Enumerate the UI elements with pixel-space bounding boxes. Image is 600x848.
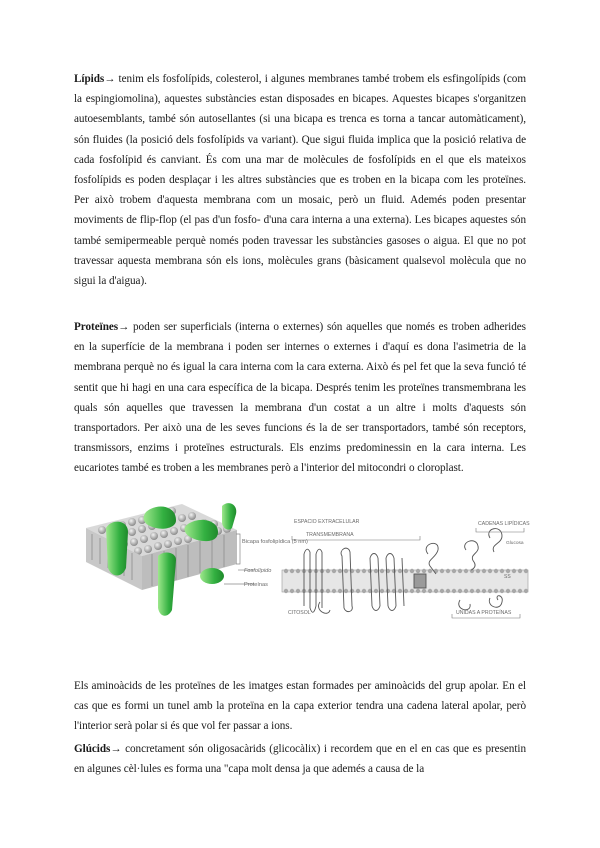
proteins-paragraph [74,317,526,479]
label-cadenas-lipidicas: CADENAS LIPÍDICAS [478,521,530,527]
label-espacio-extracelular: ESPACIO EXTRACELULAR [294,519,360,525]
proteins-term: Proteïnes [74,321,119,333]
proteins-text: → poden ser superficials (interna o externes) són aquelles que només es troben adherides en la superfície de la membrana i poden ser internes o externes i d'aquí es dona l'asimetria de la membrana perquè no és igual la cara interna com la cara externa. Això és pel fet que la seva funció té sentit que hi hagi en una cara específica de la bicapa. Després tenim les proteïnes transmembrana les quals són aquelles que travessen la membrana d'un costat a un altre i molts d'aquests són transportadors. Per això una de les seves funcions és la de ser transportadors, també són receptors, transmissors, enzims i proteïnes estructurals. Els enzims predominessin en la cara interna. Les eucariotes també es troben a les membranes però a l'interior del mitocondri o cloroplast. [74,321,526,475]
lipids-paragraph [74,69,526,291]
label-unidas-a-proteinas: UNIDAS A PROTEÍNAS [456,610,512,616]
glucids-text: → concretament són oligosacàrids (glicocàlix) i recordem que en el en cas que es presentin en algunes cèl·lules es forma una "capa molt densa ja que ademés a causa de la [74,743,526,776]
label-transmembrana: TRANSMEMBRANA [306,532,354,538]
glucids-term: Glúcids [74,743,111,755]
membrane-protein-types-figure [280,514,530,624]
label-citosol: CITOSOL [288,610,311,616]
label-proteinas: Proteínas [244,582,268,588]
label-ss: SS [504,574,511,580]
aminoacids-paragraph [74,676,526,737]
label-glucosa: Glucosa [506,541,524,546]
aminoacids-text: Els aminoàcids de les proteïnes de les imatges estan formades per aminoàcids del grup apolar. En el cas que es formi un tunel amb la proteïna en la capa exterior tendra una cadena lateral apolar, però l'interior serà polar si és que vol fer passar a ions. [74,680,526,733]
lipids-text: → tenim els fosfolípids, colesterol, i algunes membranes també trobem els esfingolípids (com la espingiomolina), aquestes substàncies estan disposades en bicapes. Aquestes bicapes s'organitzen autoesemblants, també són autosellantes (si una bicapa es trenca es torna a tancar automàticament), són fluides (la posició dels fosfolípids va variant). Que sigui fluida implica que la posició relativa de cada fosfolípid és canviant. És com una mar de molècules de fosfolípids en el que els mateixos fosfolípids es poden desplaçar i les altres substàncies que es troben en la bicapa com les proteïnes. Per això trobem d'aquesta membrana com un mosaic, però un fluid. Ademés poden presentar moviments de flip-flop (el pas d'un fosfo- d'una cara interna a una externa). Les bicapes aquestes són també semipermeable perquè només poden travessar les substàncies gasoses o aigua. El que no pot travessar aquesta membrana són els ions, molècules grans (bàsicament qualsevol molècula que no sigui la d'aigua). [74,73,526,288]
label-fosfolipido: Fosfolípido [244,568,272,574]
label-bicapa: Bicapa fosfolipídica (5 nm) [242,539,308,545]
glucids-paragraph [74,739,526,779]
lipids-term: Lípids [74,73,105,85]
bilayer-band [282,569,528,593]
